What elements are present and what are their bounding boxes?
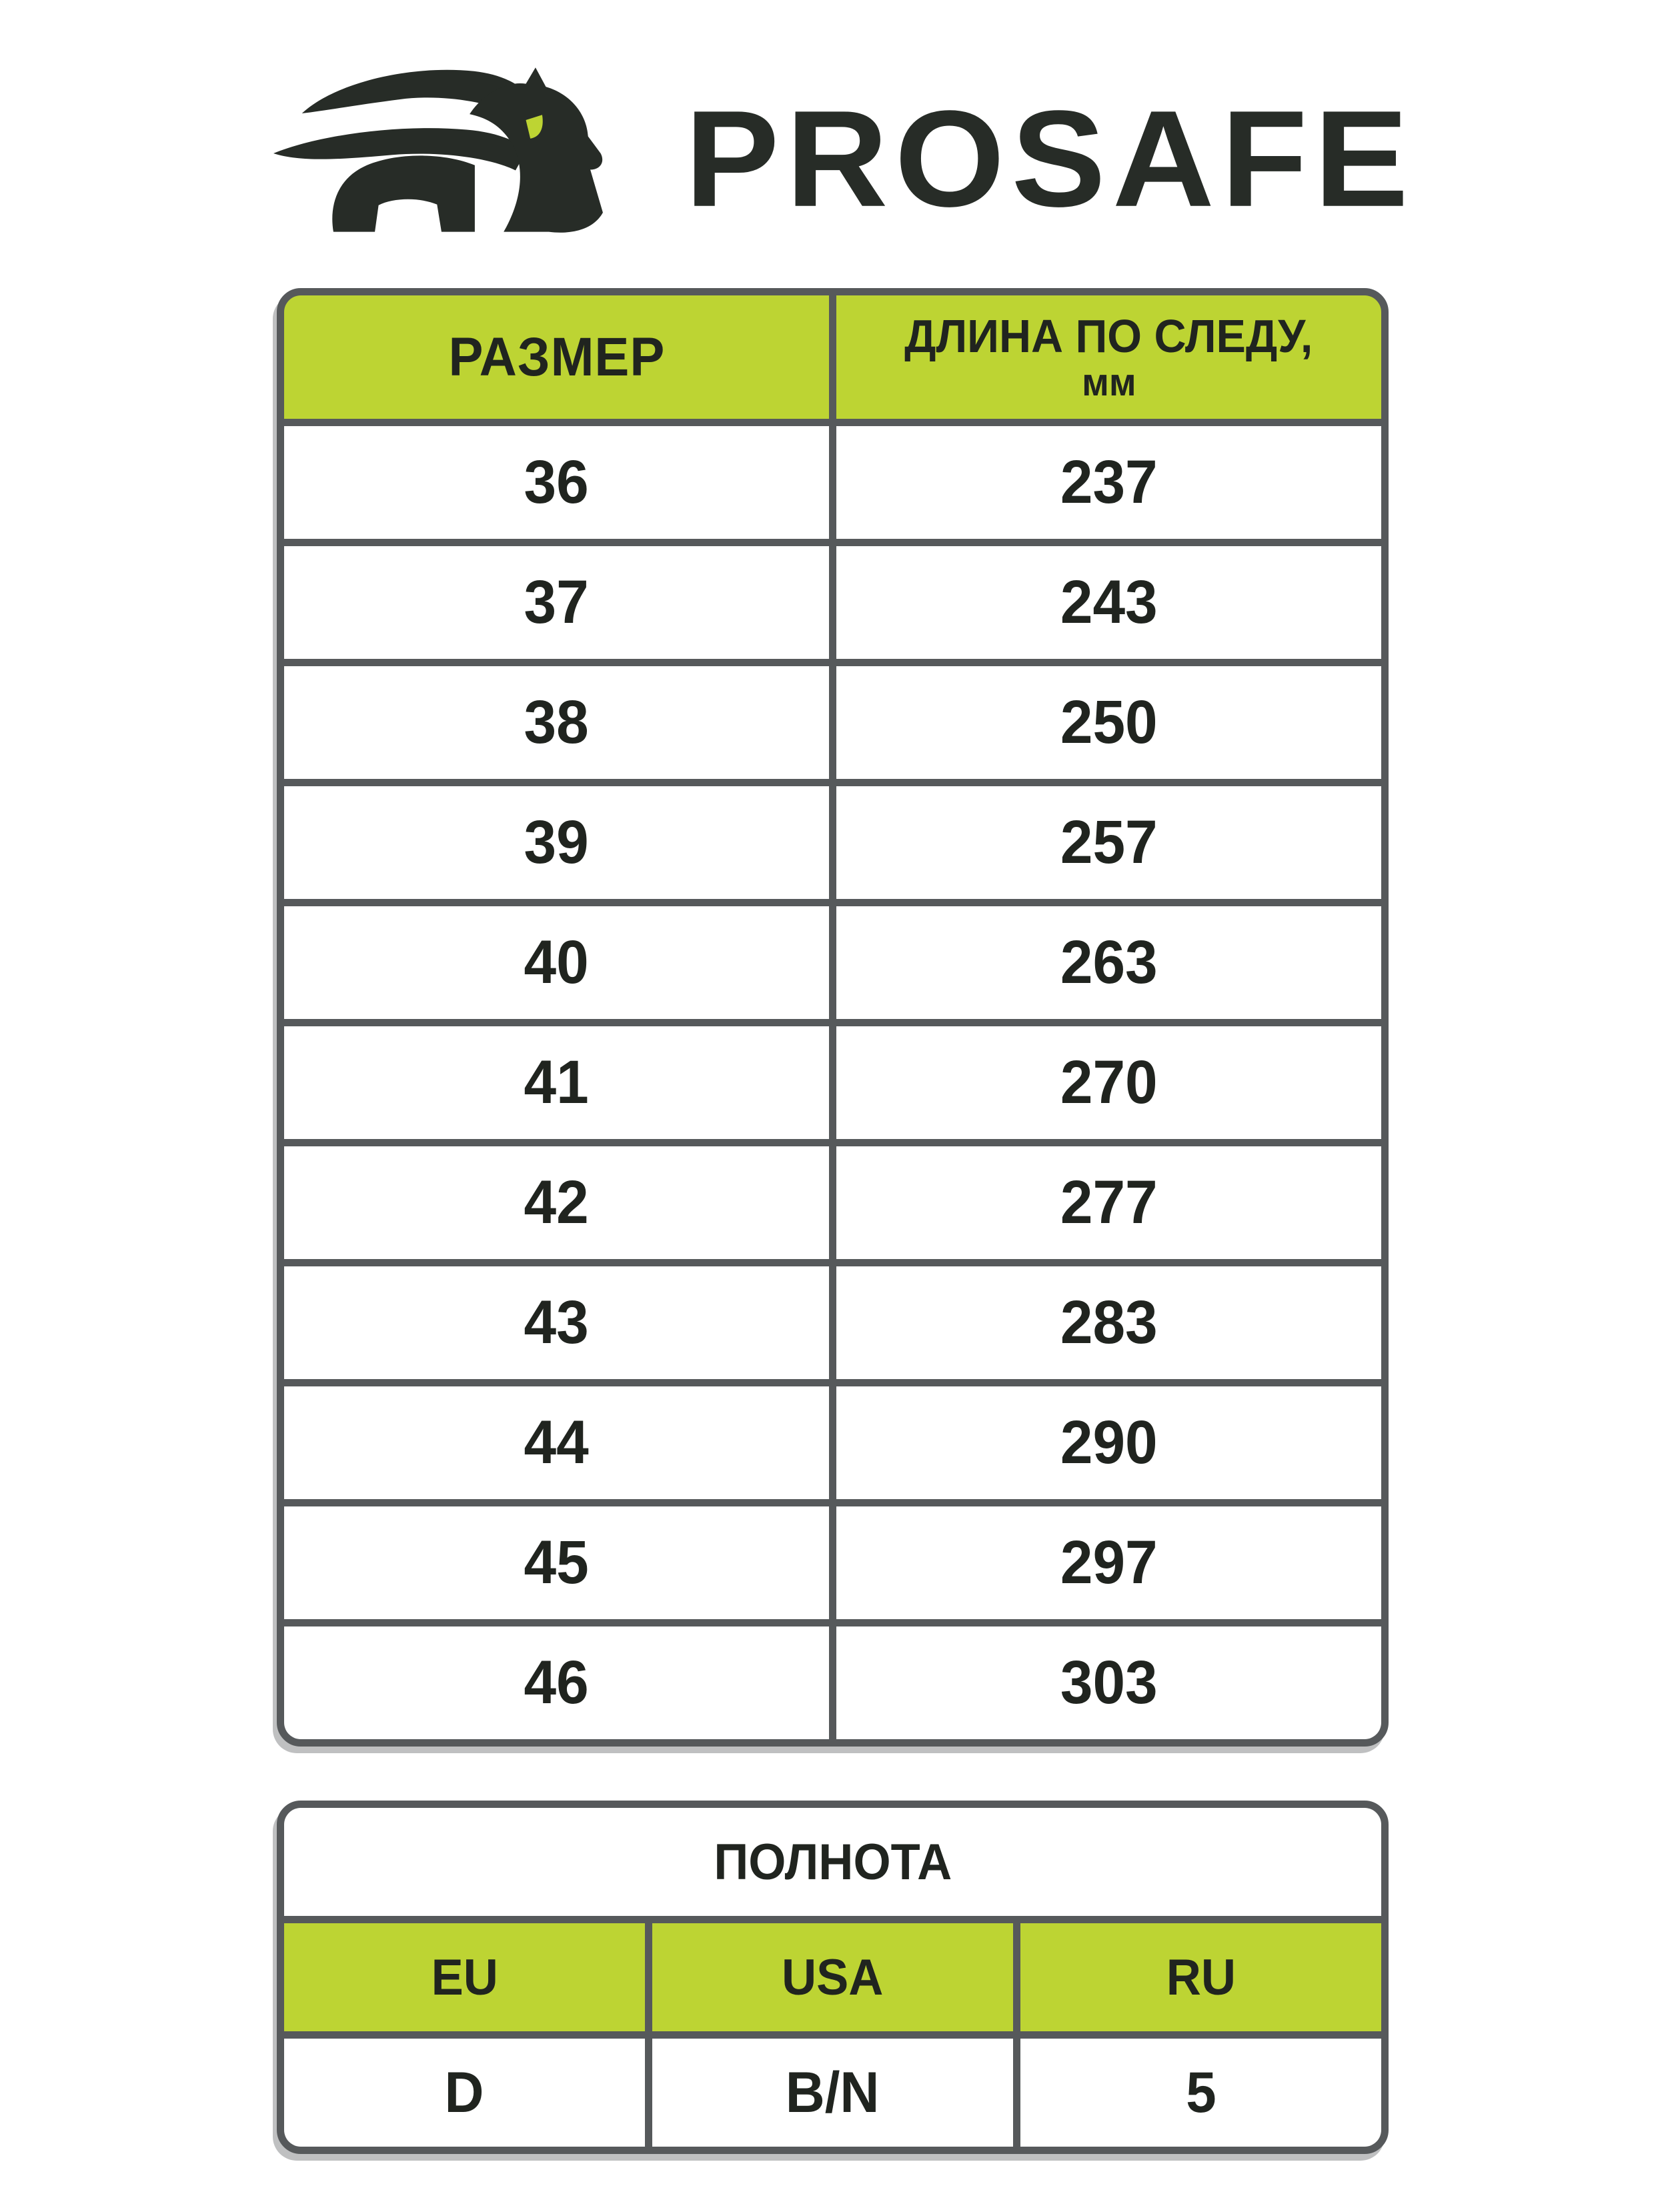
size-cell: 43 bbox=[284, 1266, 829, 1379]
length-cell: 250 bbox=[836, 666, 1381, 779]
length-cell: 283 bbox=[836, 1266, 1381, 1379]
fullness-col-usa: USA bbox=[652, 1923, 1013, 2031]
size-column-header: РАЗМЕР bbox=[284, 295, 829, 419]
rhino-icon bbox=[267, 53, 637, 240]
size-cell: 45 bbox=[284, 1506, 829, 1619]
size-cell: 36 bbox=[284, 426, 829, 539]
size-cell: 44 bbox=[284, 1386, 829, 1499]
brand-logo bbox=[267, 47, 1415, 247]
size-cell: 40 bbox=[284, 906, 829, 1019]
size-cell: 41 bbox=[284, 1026, 829, 1139]
length-cell: 277 bbox=[836, 1146, 1381, 1259]
brand-wordmark: PROSAFE bbox=[685, 81, 1415, 235]
fullness-value-usa: B/N bbox=[652, 2039, 1013, 2147]
fullness-value-eu: D bbox=[284, 2039, 645, 2147]
length-column-header: ДЛИНА ПО СЛЕДУ, мм bbox=[836, 295, 1381, 419]
length-cell: 303 bbox=[836, 1626, 1381, 1739]
fullness-col-ru: RU bbox=[1020, 1923, 1381, 2031]
length-cell: 270 bbox=[836, 1026, 1381, 1139]
size-cell: 46 bbox=[284, 1626, 829, 1739]
fullness-col-eu: EU bbox=[284, 1923, 645, 2031]
size-cell: 37 bbox=[284, 546, 829, 659]
fullness-value-ru: 5 bbox=[1020, 2039, 1381, 2147]
length-cell: 290 bbox=[836, 1386, 1381, 1499]
length-cell: 263 bbox=[836, 906, 1381, 1019]
length-cell: 243 bbox=[836, 546, 1381, 659]
length-cell: 257 bbox=[836, 786, 1381, 899]
size-cell: 38 bbox=[284, 666, 829, 779]
fullness-table bbox=[277, 1801, 1389, 2154]
fullness-title: ПОЛНОТА bbox=[284, 1808, 1381, 1916]
length-cell: 237 bbox=[836, 426, 1381, 539]
length-cell: 297 bbox=[836, 1506, 1381, 1619]
size-table bbox=[277, 288, 1389, 1747]
size-cell: 39 bbox=[284, 786, 829, 899]
size-cell: 42 bbox=[284, 1146, 829, 1259]
